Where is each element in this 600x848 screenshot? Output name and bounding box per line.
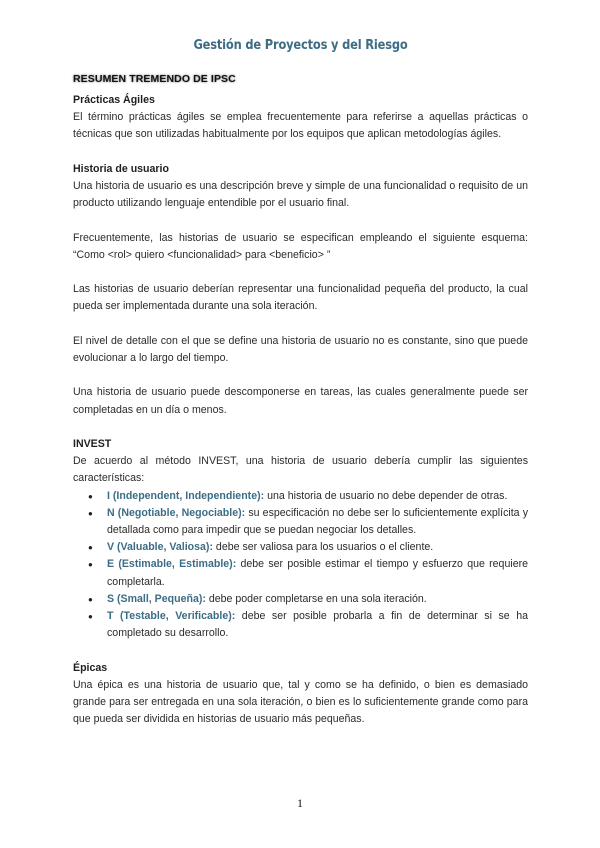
summary-heading: RESUMEN TREMENDO DE IPSC: [73, 73, 236, 85]
section-heading-practicas-agiles: Prácticas Ágiles: [73, 94, 155, 106]
paragraph-historia-5: Una historia de usuario puede descomponerse en tareas, las cuales generalmente puede ser completadas en un día o menos.: [73, 386, 528, 416]
paragraph-historia-4: El nivel de detalle con el que se define una historia de usuario no es constante, sino que puede evolucionar a lo largo del tiempo.: [73, 334, 528, 364]
invest-term: V (Valuable, Valiosa):: [107, 541, 213, 554]
list-item: [88, 556, 529, 590]
invest-description: debe ser posible probarla a fin de determinar si se ha completado su desarrollo.: [107, 610, 528, 640]
paragraph-historia-2: Frecuentemente, las historias de usuario se especifican empleando el siguiente esquema: “Como <rol> quiero <funcionalidad> para <beneficio> ”: [73, 231, 528, 261]
invest-term: S (Small, Pequeña):: [107, 592, 206, 605]
invest-term: E (Estimable, Estimable):: [107, 558, 237, 571]
bullet-icon: ●: [88, 612, 93, 621]
bullet-icon: ●: [88, 594, 93, 604]
bullet-icon: ●: [88, 543, 93, 553]
document-title: Gestión de Proyectos y del Riesgo: [193, 38, 408, 53]
paragraph-historia-3: Las historias de usuario deberían representar una funcionalidad pequeña del producto, la cual pueda ser implementada durante una sola iteración.: [73, 283, 528, 313]
invest-term: T (Testable, Verificable):: [107, 610, 236, 622]
bullet-icon: ●: [88, 508, 93, 518]
invest-description: debe ser posible estimar el tiempo y esfuerzo que requiere completarla.: [107, 558, 529, 588]
invest-description: una historia de usuario no debe depender de otras.: [264, 489, 508, 502]
section-heading-invest: INVEST: [73, 437, 112, 450]
list-item: [88, 608, 528, 642]
bullet-icon: ●: [88, 491, 93, 501]
section-heading-historia-usuario: Historia de usuario: [73, 162, 169, 175]
invest-term: I (Independent, Independiente):: [107, 489, 265, 502]
invest-term: N (Negotiable, Negociable):: [107, 506, 246, 519]
paragraph-historia-1: Una historia de usuario es una descripción breve y simple de una funcionalidad o requisito de un producto utilizando lenguaje entendible por el usuario final.: [73, 180, 528, 210]
list-item: [88, 488, 528, 505]
invest-list: [73, 488, 528, 643]
invest-description: su especificación no debe ser lo suficientemente explícita y detallada como para impedir que se puedan negociar los detalles.: [107, 506, 529, 536]
paragraph-epicas: Una épica es una historia de usuario que, tal y como se ha definido, o bien es demasiado grande para ser entregada en una sola iteración, o bien es lo suficientemente grande como para que pueda ser dividida en historias de usuario más pequeñas.: [73, 678, 528, 726]
section-heading-epicas: Épicas: [73, 661, 108, 674]
list-item: [88, 539, 528, 556]
page-number: 1: [297, 796, 303, 810]
bullet-icon: ●: [88, 560, 93, 570]
list-item: [88, 591, 528, 608]
document-body: [73, 92, 528, 728]
invest-description: debe poder completarse en una sola iteración.: [205, 592, 427, 605]
list-item: [88, 505, 529, 539]
invest-description: debe ser valiosa para los usuarios o el cliente.: [212, 541, 434, 554]
paragraph-invest-intro: De acuerdo al método INVEST, una historia de usuario debería cumplir las siguientes características:: [73, 455, 528, 485]
paragraph-practicas-agiles: El término prácticas ágiles se emplea frecuentemente para referirse a aquellas prácticas o técnicas que son utilizadas habitualmente por los equipos que aplican metodologías ágiles.: [73, 111, 528, 141]
